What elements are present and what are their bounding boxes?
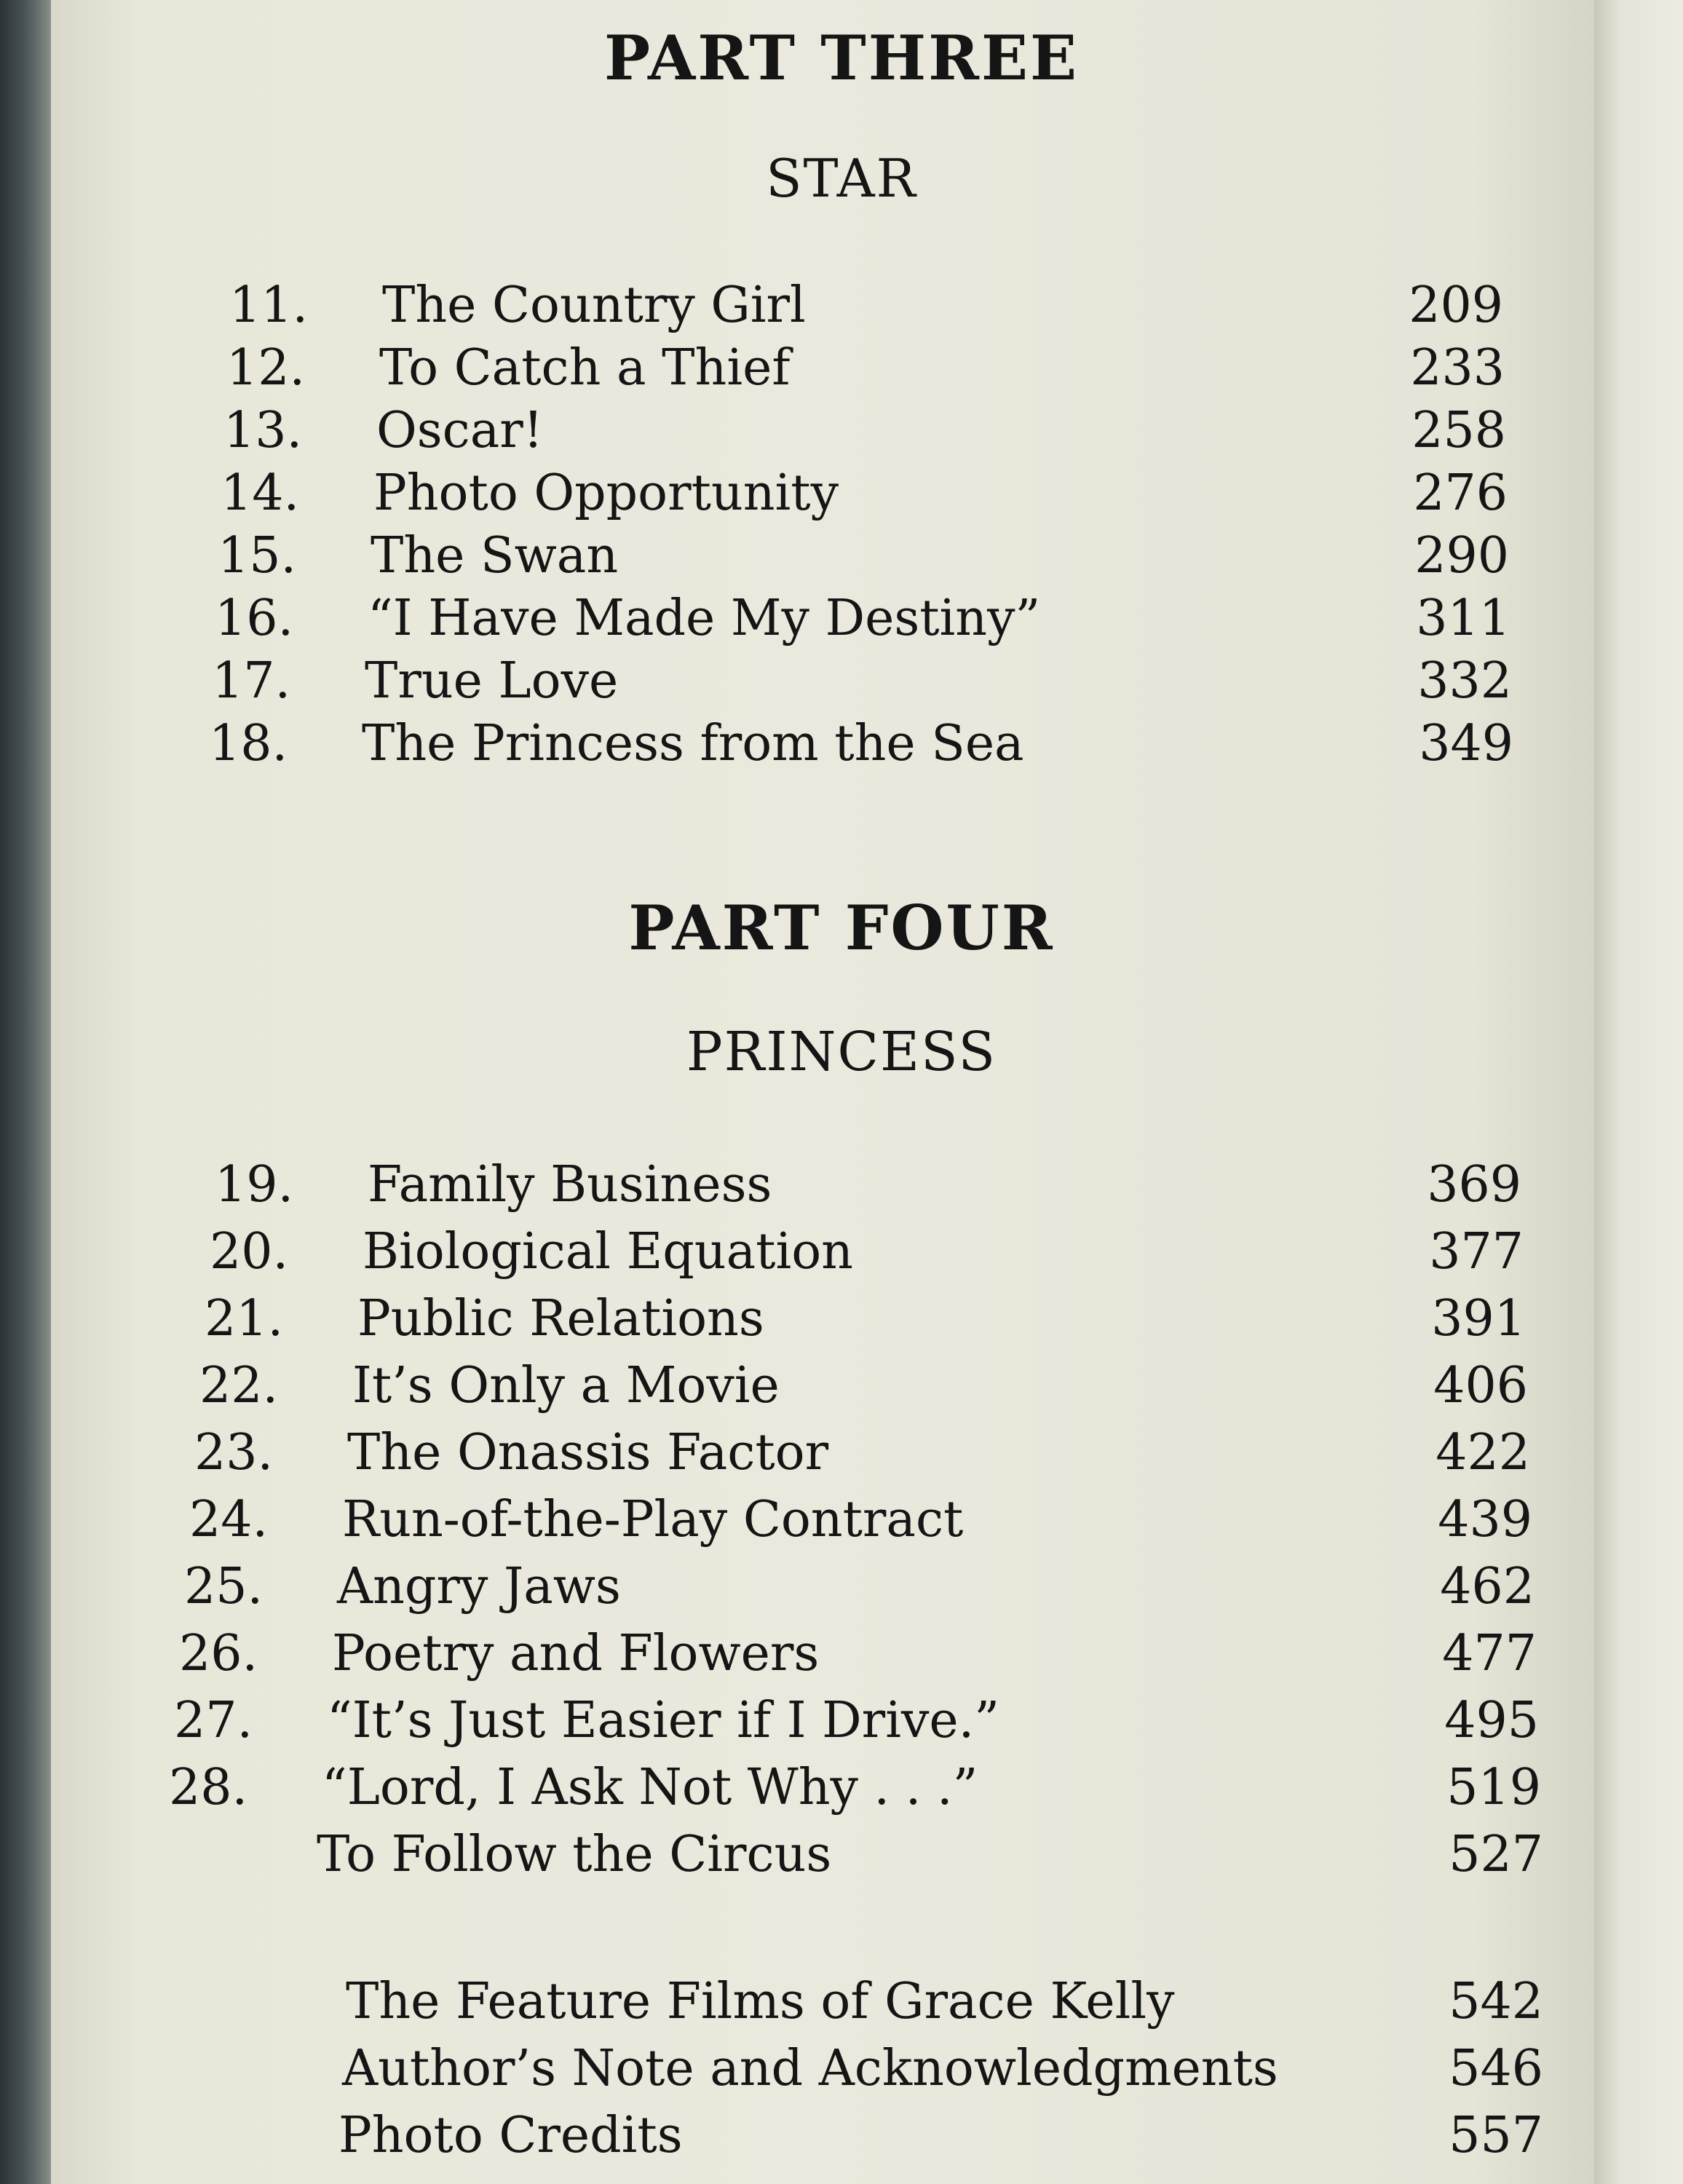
chapter-title: Public Relations [357,1290,764,1348]
chapter-number: 12. [226,339,306,397]
chapter-title: Biological Equation [363,1223,853,1281]
toc-entry [164,1826,1543,1884]
page-number: 439 [1438,1491,1532,1548]
chapter-title: It’s Only a Movie [352,1357,780,1415]
toc-entry [209,715,1513,773]
page-number: 332 [1417,652,1512,710]
page-number: 290 [1414,527,1509,585]
page-number: 495 [1444,1692,1539,1749]
toc-entry [174,1692,1539,1750]
chapter-title: Author’s Note and Acknowledgments [342,2040,1278,2097]
chapter-title: “It’s Just Easier if I Drive.” [327,1692,999,1749]
page-number: 557 [1449,2107,1543,2164]
chapter-number: 13. [223,402,303,459]
toc-entry [346,1973,1543,2031]
toc-entry [210,1223,1524,1281]
part-three-heading: PART THREE [603,22,1080,94]
page-number: 391 [1431,1290,1526,1348]
page-number: 258 [1411,402,1506,459]
page-number: 462 [1440,1558,1534,1615]
chapter-number: 25. [184,1558,264,1615]
page-number: 233 [1410,339,1505,397]
chapter-title: Run-of-the-Play Contract [342,1491,964,1548]
background-strip [0,0,58,2184]
chapter-number: 23. [194,1424,274,1481]
page-number: 377 [1429,1223,1524,1281]
toc-entry [221,464,1508,523]
chapter-title: The Princess from the Sea [362,715,1024,772]
chapter-number: 11. [229,277,309,334]
page-number: 546 [1449,2040,1543,2097]
chapter-title: Photo Credits [338,2107,683,2164]
chapter-title: True Love [365,652,619,710]
toc-entry [199,1357,1528,1415]
chapter-number: 26. [179,1625,258,1682]
toc-entry [215,1156,1521,1214]
page-number: 519 [1446,1759,1541,1816]
toc-entry [229,277,1503,335]
part-three-subheading: STAR [766,148,917,209]
chapter-number: 14. [221,464,300,522]
toc-entry [205,1290,1526,1348]
chapter-number: 20. [210,1223,289,1281]
chapter-title: To Follow the Circus [317,1826,832,1883]
toc-entry [226,339,1505,397]
page-number: 527 [1449,1826,1543,1883]
page-number: 349 [1419,715,1513,772]
chapter-title: The Country Girl [382,277,806,334]
chapter-title: Poetry and Flowers [332,1625,820,1682]
chapter-number: 17. [212,652,291,710]
chapter-title: Oscar! [376,402,544,459]
toc-entry [184,1558,1534,1616]
next-page-edge [1594,0,1683,2184]
chapter-number: 21. [205,1290,284,1348]
chapter-number: 19. [215,1156,294,1214]
chapter-title: Photo Opportunity [373,464,839,522]
chapter-title: “Lord, I Ask Not Why . . .” [322,1759,978,1816]
chapter-title: Angry Jaws [337,1558,621,1615]
page-number: 311 [1416,590,1510,647]
chapter-title: The Feature Films of Grace Kelly [346,1973,1175,2030]
toc-entry [212,652,1512,711]
toc-entry [223,402,1506,460]
page-number: 276 [1413,464,1508,522]
chapter-number: 28. [169,1759,248,1816]
part-four-subheading: PRINCESS [686,1021,997,1083]
chapter-number: 22. [199,1357,279,1415]
toc-entry [215,590,1510,648]
toc-entry [218,527,1509,585]
page-number: 369 [1427,1156,1521,1214]
chapter-number: 24. [189,1491,269,1548]
toc-entry [169,1759,1541,1817]
toc-entry [189,1491,1532,1549]
chapter-title: Family Business [368,1156,772,1214]
page-number: 477 [1442,1625,1537,1682]
chapter-title: “I Have Made My Destiny” [368,590,1041,647]
toc-entry [338,2107,1543,2165]
page-number: 406 [1433,1357,1528,1415]
chapter-title: The Swan [371,527,619,585]
toc-entry [179,1625,1537,1683]
page-number: 542 [1449,1973,1543,2030]
chapter-number: 18. [209,715,288,772]
chapter-title: The Onassis Factor [347,1424,829,1481]
chapter-number: 15. [218,527,297,585]
part-four-heading: PART FOUR [628,892,1055,964]
page-number: 422 [1436,1424,1530,1481]
chapter-number: 16. [215,590,294,647]
toc-entry [342,2040,1543,2098]
page-number: 209 [1409,277,1503,334]
chapter-title: To Catch a Thief [379,339,791,397]
toc-entry [194,1424,1530,1482]
chapter-number: 27. [174,1692,253,1749]
